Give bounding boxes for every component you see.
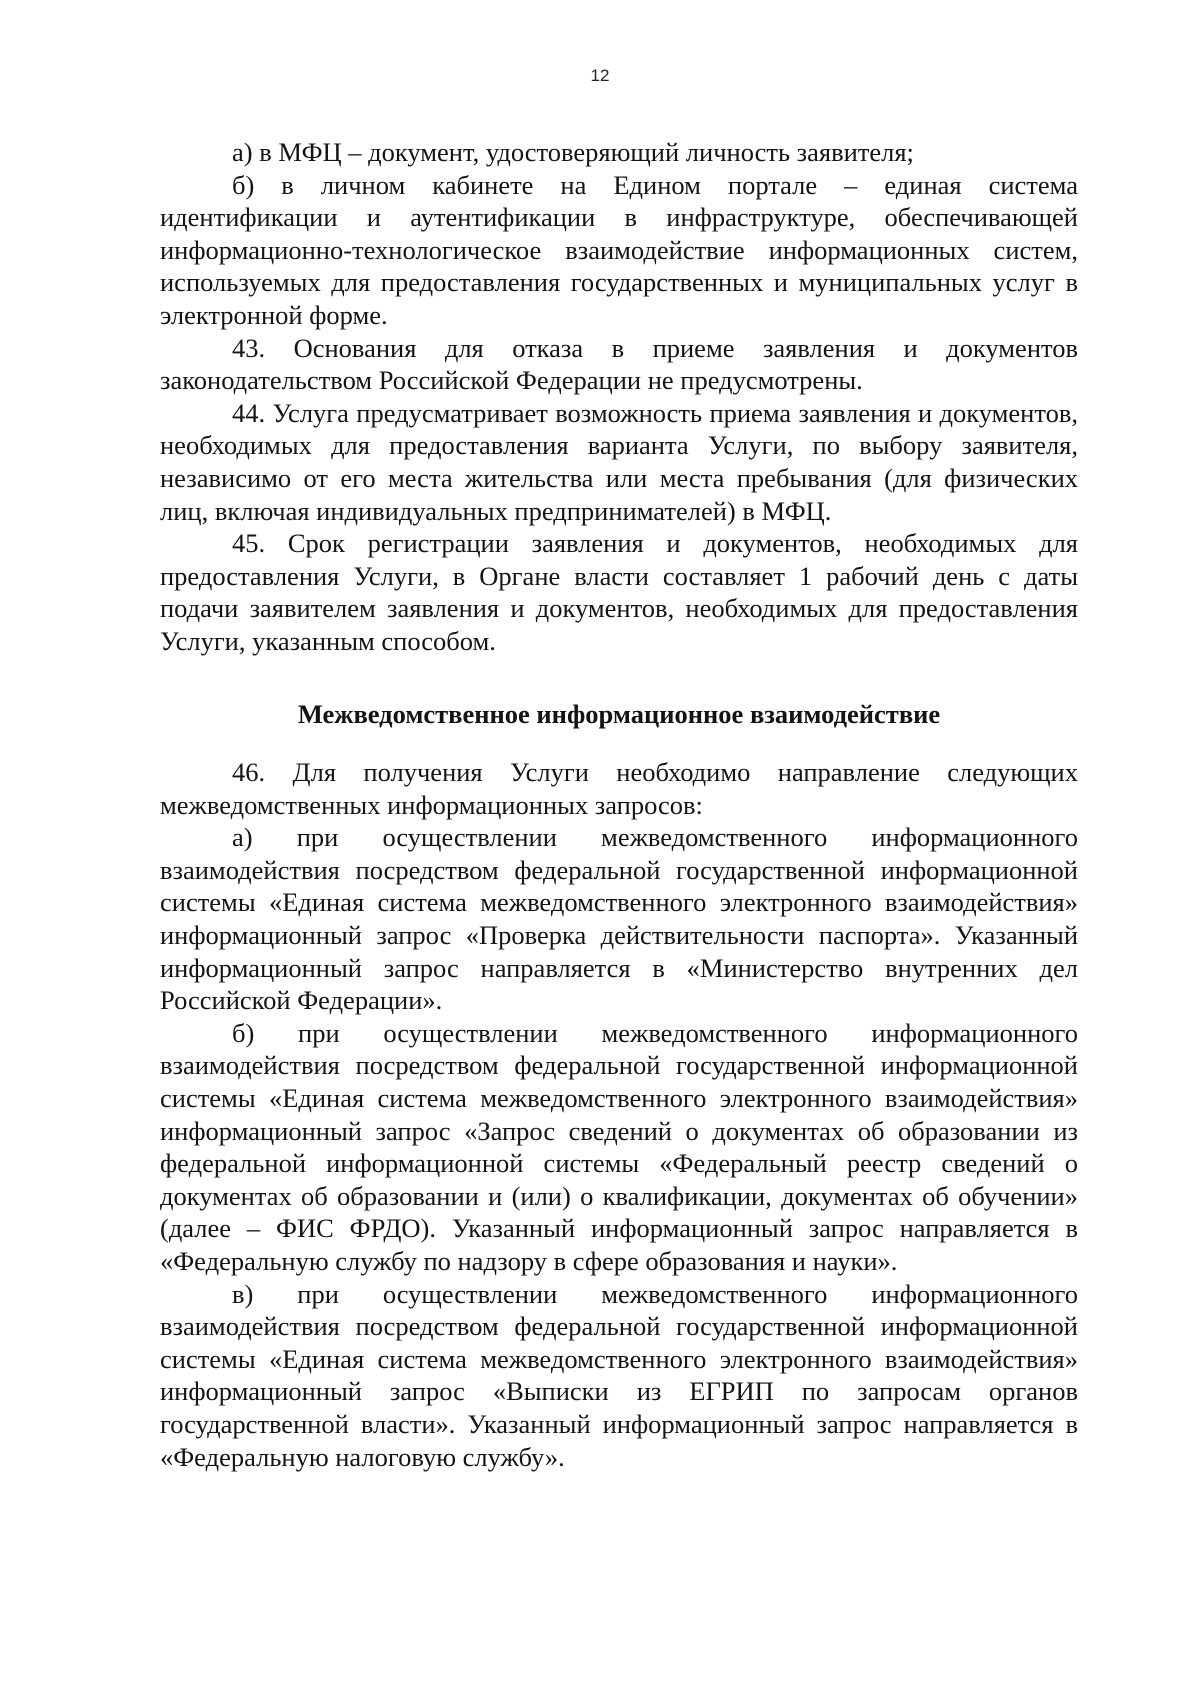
paragraph-44: 44. Услуга предусматривает возможность приема заявления и документов, необходимых для предоставления варианта Услуги, по выбору заявителя, независимо от его места жительства или места пребывания (для физических лиц, включая индивидуальных предпринимателей) в МФЦ.: [160, 397, 1078, 526]
paragraph-42b: б) в личном кабинете на Едином портале – единая система идентификации и аутентификации в инфраструктуре, обеспечивающей информационно-технологическое взаимодействие информационных систем, используемых для предоставления государственных и муниципальных услуг в электронной форме.: [160, 169, 1078, 330]
paragraph-43: 43. Основания для отказа в приеме заявления и документов законодательством Российской Федерации не предусмотрены.: [160, 332, 1078, 396]
paragraph-46: 46. Для получения Услуги необходимо направление следующих межведомственных информационных запросов:: [160, 757, 1078, 820]
document-body: [160, 136, 1078, 1473]
page-number: 12: [590, 66, 610, 85]
paragraph-46c: в) при осуществлении межведомственного информационного взаимодействия посредством федеральной государственной информационной системы «Единая система межведомственного электронного взаимодействия» информационный запрос «Выписки из ЕГРИП по запросам органов государственной власти». Указанный информационный запрос направляется в «Федеральную налоговую службу».: [160, 1278, 1078, 1472]
section-heading: Межведомственное информационное взаимодействие: [297, 698, 941, 729]
paragraph-42a: а) в МФЦ – документ, удостоверяющий личность заявителя;: [232, 137, 914, 167]
paragraph-46b: б) при осуществлении межведомственного информационного взаимодействия посредством федеральной государственной информационной системы «Единая система межведомственного электронного взаимодействия» информационный запрос «Запрос сведений о документах об образовании из федеральной информационной системы «Федеральный реестр сведений о документах об образовании и (или) о квалификации, документах об обучении» (далее – ФИС ФРДО). Указанный информационный запрос направляется в «Федеральную службу по надзору в сфере образования и науки».: [160, 1017, 1078, 1276]
paragraph-46a: а) при осуществлении межведомственного информационного взаимодействия посредством федеральной государственной информационной системы «Единая система межведомственного электронного взаимодействия» информационный запрос «Проверка действительности паспорта». Указанный информационный запрос направляется в «Министерство внутренних дел Российской Федерации».: [160, 822, 1078, 1016]
paragraph-45: 45. Срок регистрации заявления и документов, необходимых для предоставления Услуги, в Органе власти составляет 1 рабочий день с даты подачи заявителем заявления и документов, необходимых для предоставления Услуги, указанным способом.: [160, 528, 1078, 656]
